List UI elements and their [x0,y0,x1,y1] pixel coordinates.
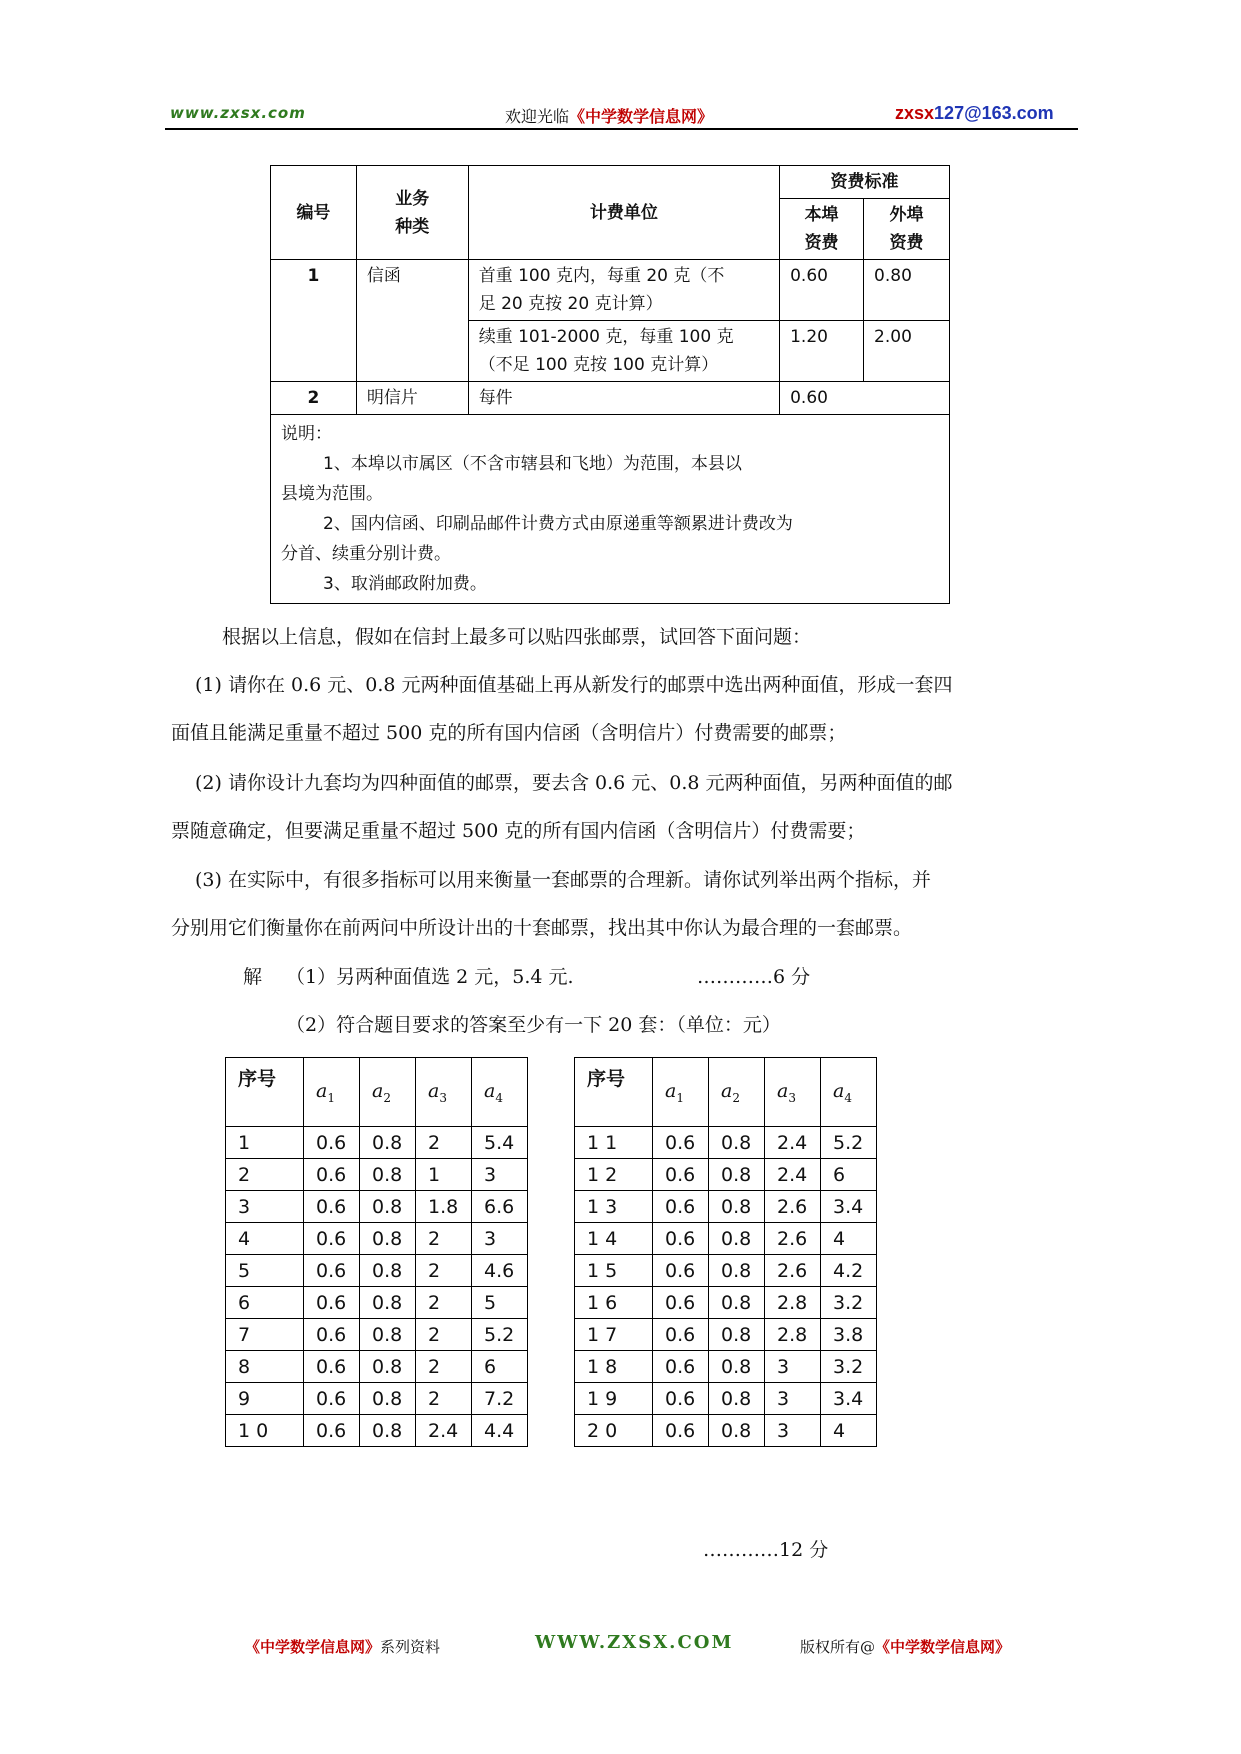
cell-value: 2 [416,1255,472,1287]
cell-value: 0.8 [360,1127,416,1159]
table-row [575,1319,877,1351]
cell-value: 0.8 [709,1255,765,1287]
cell-value: 0.8 [709,1319,765,1351]
header-divider [165,128,1078,130]
answer-header-row [226,1058,528,1127]
table-row [226,1127,528,1159]
solution-part-2: （2）符合题目要求的答案至少有一下 20 套：（单位：元） [286,1014,781,1036]
row-index: 1 8 [575,1351,653,1383]
table-row [226,1351,528,1383]
problem-intro: 根据以上信息，假如在信封上最多可以贴四张邮票，试回答下面问题： [222,626,812,648]
cell-value: 5.2 [821,1127,877,1159]
table-row [226,1223,528,1255]
cell-value: 3 [765,1415,821,1447]
contact-email[interactable] [895,103,1054,124]
row-index: 2 0 [575,1415,653,1447]
note-1: 1、本埠以市属区（不含市辖县和飞地）为范围，本县以 [323,454,742,474]
cell-value: 0.8 [360,1383,416,1415]
row-index: 1 0 [226,1415,304,1447]
welcome-prefix: 欢迎光临 [505,107,570,126]
footer-copyright [800,1636,1010,1657]
cell-value: 0.6 [304,1223,360,1255]
cell-value: 3.4 [821,1383,877,1415]
cell-value: 0.8 [709,1287,765,1319]
cell-value: 3 [472,1223,528,1255]
cell-value: 4 [821,1415,877,1447]
note-2-cont: 分首、续重分别计费。 [281,544,451,564]
cell-value: 0.6 [653,1223,709,1255]
cell-value: 2.8 [765,1287,821,1319]
row-remote-fee: 0.80 [864,260,950,321]
cell-value: 0.6 [304,1351,360,1383]
col-header-a3: $a_3$ [765,1058,821,1127]
question-1-cont: 面值且能满足重量不超过 500 克的所有国内信函（含明信片）付费需要的邮票； [171,722,847,744]
cell-value: 4.6 [472,1255,528,1287]
col-header-a1: $a_1$ [653,1058,709,1127]
footer-site-link[interactable]: WWW.ZXSX.COM [535,1632,734,1653]
copyright-prefix: 版权所有@ [800,1638,876,1656]
question-2: (2) 请你设计九套均为四种面值的邮票，要去含 0.6 元、0.8 元两种面值，另两种面值的邮 [195,772,953,794]
question-3: (3) 在实际中，有很多指标可以用来衡量一套邮票的合理新。请你试列举出两个指标，并 [195,869,931,891]
table-row [575,1191,877,1223]
cell-value: 2 [416,1127,472,1159]
row-unit: 每件 [468,382,779,415]
footer-series [245,1636,440,1657]
note-2: 2、国内信函、印刷品邮件计费方式由原递重等额累进计费改为 [323,514,793,534]
cell-value: 6 [821,1159,877,1191]
cell-value: 0.8 [709,1383,765,1415]
cell-value: 0.6 [653,1351,709,1383]
cell-value: 0.8 [360,1223,416,1255]
row-unit: 首重 100 克内，每重 20 克（不 足 20 克按 20 克计算） [468,260,779,321]
cell-value: 0.6 [304,1383,360,1415]
col-header-unit: 计费单位 [468,166,779,260]
row-index: 6 [226,1287,304,1319]
cell-value: 2 [416,1351,472,1383]
question-1: (1) 请你在 0.6 元、0.8 元两种面值基础上再从新发行的邮票中选出两种面值，形成一套四 [195,674,953,696]
cell-value: 2.8 [765,1319,821,1351]
cell-value: 0.8 [360,1415,416,1447]
cell-value: 1.8 [416,1191,472,1223]
row-type: 信函 [356,260,468,382]
question-2-cont: 票随意确定，但要满足重量不超过 500 克的所有国内信函（含明信片）付费需要； [171,820,866,842]
cell-value: 2 [416,1319,472,1351]
cell-value: 0.6 [304,1255,360,1287]
cell-value: 2.4 [765,1159,821,1191]
row-index: 9 [226,1383,304,1415]
cell-value: 0.8 [709,1127,765,1159]
row-remote-fee: 2.00 [864,321,950,382]
col-header-remote: 外埠 资费 [864,199,950,260]
table-row [226,1383,528,1415]
col-header-index: 序号 [226,1058,304,1127]
cell-value: 3 [765,1351,821,1383]
footer-series-label: 系列资料 [380,1638,441,1656]
answer-table-right [574,1057,877,1447]
col-header-id: 编号 [271,166,357,260]
row-local-fee: 0.60 [780,382,950,415]
cell-value: 0.8 [709,1191,765,1223]
table-row [226,1191,528,1223]
cell-value: 0.6 [304,1415,360,1447]
score-6: …………6 分 [697,966,811,988]
cell-value: 0.6 [653,1383,709,1415]
row-unit: 续重 101-2000 克，每重 100 克 （不足 100 克按 100 克计算） [468,321,779,382]
cell-value: 0.6 [653,1319,709,1351]
row-index: 1 2 [575,1159,653,1191]
cell-value: 0.6 [653,1127,709,1159]
col-header-local: 本埠 资费 [780,199,864,260]
solution-label: 解 [243,966,263,988]
col-header-standard: 资费标准 [780,166,950,199]
row-index: 1 1 [575,1127,653,1159]
cell-value: 4 [821,1223,877,1255]
answer-table-left [225,1057,528,1447]
cell-value: 6 [472,1351,528,1383]
cell-value: 0.6 [653,1415,709,1447]
row-index: 5 [226,1255,304,1287]
cell-value: 0.8 [360,1191,416,1223]
col-header-a4: $a_4$ [821,1058,877,1127]
copyright-brand: 《中学数学信息网》 [875,1638,1011,1656]
row-id: 1 [271,260,357,382]
cell-value: 2.6 [765,1191,821,1223]
table-row [575,1159,877,1191]
row-index: 1 [226,1127,304,1159]
table-row [271,260,950,321]
row-index: 8 [226,1351,304,1383]
cell-value: 0.6 [653,1191,709,1223]
cell-value: 3.4 [821,1191,877,1223]
table-row [575,1255,877,1287]
note-1-cont: 县境为范围。 [281,484,383,504]
cell-value: 0.8 [709,1415,765,1447]
row-index: 1 9 [575,1383,653,1415]
table-row [226,1287,528,1319]
table-row [575,1223,877,1255]
cell-value: 2 [416,1223,472,1255]
row-index: 1 3 [575,1191,653,1223]
cell-value: 0.6 [304,1287,360,1319]
cell-value: 0.8 [360,1351,416,1383]
cell-value: 3 [472,1159,528,1191]
fee-notes [271,415,950,604]
cell-value: 4.4 [472,1415,528,1447]
cell-value: 3.2 [821,1351,877,1383]
cell-value: 5 [472,1287,528,1319]
row-index: 1 7 [575,1319,653,1351]
cell-value: 5.2 [472,1319,528,1351]
answer-header-row [575,1058,877,1127]
cell-value: 7.2 [472,1383,528,1415]
postage-fee-table [270,165,950,604]
cell-value: 0.8 [360,1255,416,1287]
cell-value: 3.8 [821,1319,877,1351]
email-user: zxsx [895,103,935,123]
row-index: 1 5 [575,1255,653,1287]
table-row [226,1319,528,1351]
cell-value: 2.4 [765,1127,821,1159]
row-index: 1 6 [575,1287,653,1319]
cell-value: 3.2 [821,1287,877,1319]
cell-value: 0.8 [709,1351,765,1383]
cell-value: 4.2 [821,1255,877,1287]
col-header-a2: $a_2$ [709,1058,765,1127]
col-header-a3: $a_3$ [416,1058,472,1127]
site-logo[interactable]: www.zxsx.com [170,104,306,122]
email-domain: 127@163.com [934,103,1054,123]
notes-title: 说明： [281,424,332,444]
col-header-type: 业务 种类 [356,166,468,260]
row-index: 1 4 [575,1223,653,1255]
cell-value: 2.6 [765,1255,821,1287]
cell-value: 2 [416,1383,472,1415]
row-index: 7 [226,1319,304,1351]
cell-value: 0.8 [360,1287,416,1319]
welcome-banner [505,104,713,127]
cell-value: 2.4 [416,1415,472,1447]
table-row [226,1255,528,1287]
cell-value: 1 [416,1159,472,1191]
footer-brand: 《中学数学信息网》 [245,1638,381,1656]
cell-value: 0.6 [304,1191,360,1223]
row-index: 2 [226,1159,304,1191]
cell-value: 0.6 [304,1159,360,1191]
col-header-a2: $a_2$ [360,1058,416,1127]
cell-value: 0.8 [360,1319,416,1351]
table-row [271,382,950,415]
cell-value: 0.6 [653,1287,709,1319]
cell-value: 0.8 [360,1159,416,1191]
question-3-cont: 分别用它们衡量你在前两问中所设计出的十套邮票，找出其中你认为最合理的一套邮票。 [171,917,913,939]
welcome-brand: 《中学数学信息网》 [569,107,714,126]
row-local-fee: 1.20 [780,321,864,382]
row-local-fee: 0.60 [780,260,864,321]
col-header-a1: $a_1$ [304,1058,360,1127]
row-index: 4 [226,1223,304,1255]
cell-value: 0.8 [709,1159,765,1191]
cell-value: 0.6 [653,1159,709,1191]
note-3: 3、取消邮政附加费。 [323,574,487,594]
cell-value: 0.6 [304,1319,360,1351]
cell-value: 5.4 [472,1127,528,1159]
table-row [575,1287,877,1319]
table-row [226,1159,528,1191]
solution-part-1: （1）另两种面值选 2 元，5.4 元. [286,966,574,988]
col-header-a4: $a_4$ [472,1058,528,1127]
table-row [575,1351,877,1383]
cell-value: 0.8 [709,1223,765,1255]
table-row [575,1383,877,1415]
cell-value: 2.6 [765,1223,821,1255]
cell-value: 6.6 [472,1191,528,1223]
cell-value: 0.6 [653,1255,709,1287]
cell-value: 3 [765,1383,821,1415]
cell-value: 2 [416,1287,472,1319]
row-type: 明信片 [356,382,468,415]
row-id: 2 [271,382,357,415]
score-12: …………12 分 [703,1539,829,1561]
table-row [226,1415,528,1447]
table-row [575,1415,877,1447]
row-index: 3 [226,1191,304,1223]
table-row [575,1127,877,1159]
col-header-index: 序号 [575,1058,653,1127]
cell-value: 0.6 [304,1127,360,1159]
